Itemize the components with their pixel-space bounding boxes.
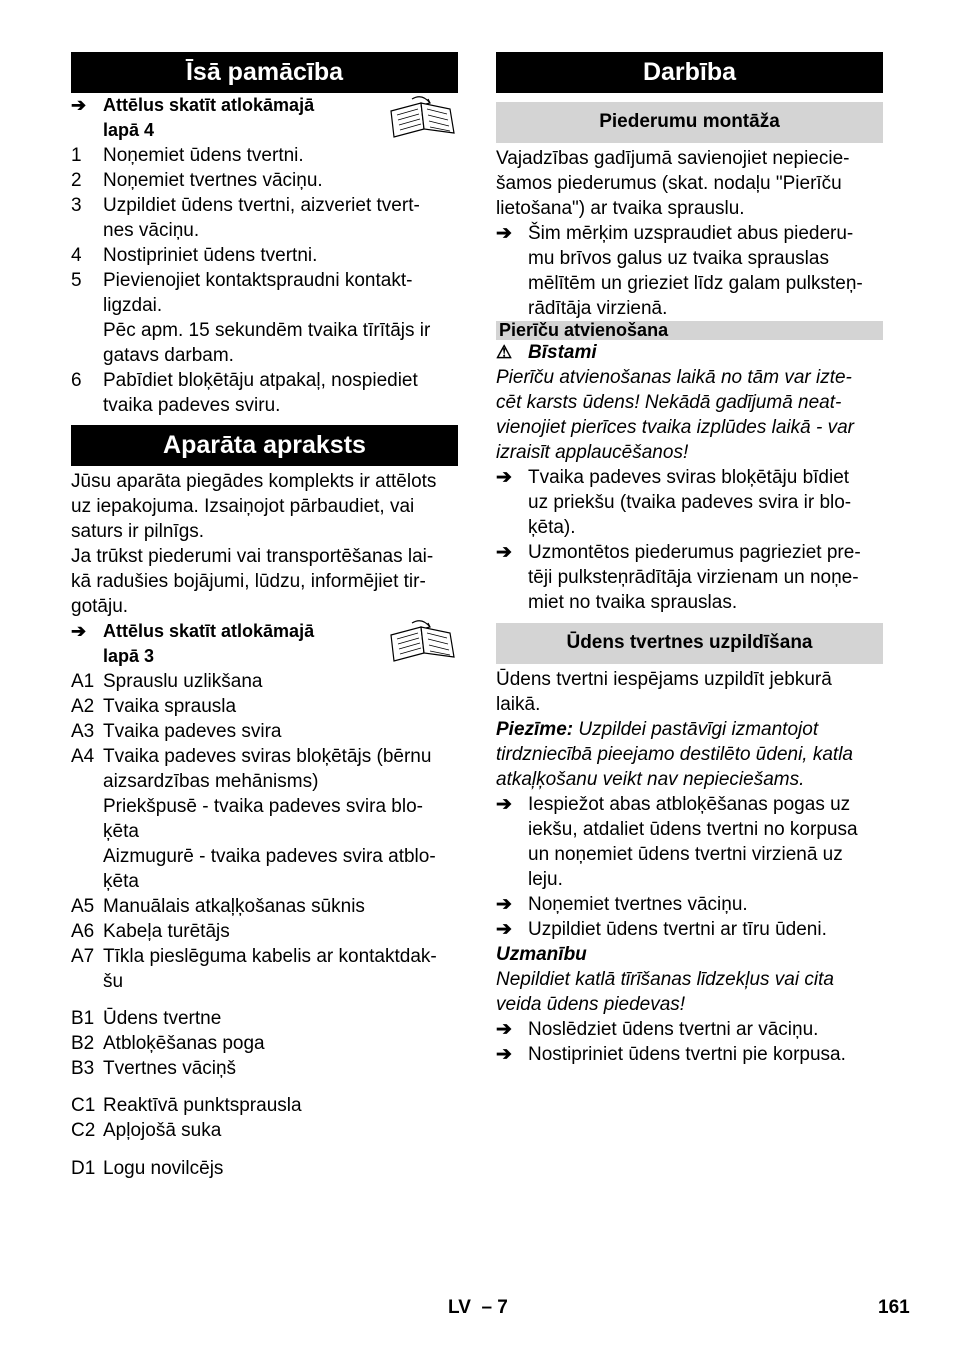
text-line: cēt karsts ūdens! Nekādā gadījumā neat-	[496, 392, 842, 413]
part-item: Priekšpusē - tvaika padeves svira blo-	[103, 796, 423, 817]
bullet-line: mēlītēm un grieziet līdz galam pulksteņ-	[528, 273, 863, 294]
fold-out-page-icon	[388, 95, 458, 139]
fold-out-page-icon	[388, 619, 458, 663]
arrow-icon: ➔	[496, 794, 512, 815]
bullet-line: leju.	[528, 869, 563, 890]
part-item: A5 Manuālais atkaļķošanas sūknis	[71, 896, 365, 917]
part-item: ķēta	[103, 821, 139, 842]
danger-text	[496, 365, 883, 465]
section-heading-device-description: Aparāta apraksts	[71, 425, 458, 466]
arrow-icon: ➔	[496, 1019, 512, 1040]
bullet-line: miet no tvaika sprauslas.	[528, 592, 738, 613]
step-item: nes vāciņu.	[103, 220, 200, 241]
text-line: lietošana") ar tvaika sprauslu.	[496, 198, 745, 219]
part-item: aizsardzības mehānisms)	[103, 771, 319, 792]
step-item: Pēc apm. 15 sekundēm tvaika tīrītājs ir	[103, 320, 431, 341]
part-item: B2 Atbloķēšanas poga	[71, 1033, 265, 1054]
arrow-icon: ➔	[71, 621, 87, 641]
arrow-icon: ➔	[496, 542, 512, 563]
part-item: A1 Sprauslu uzlikšana	[71, 671, 263, 692]
part-item: B3 Tvertnes vāciņš	[71, 1058, 237, 1079]
part-item: B1 Ūdens tvertne	[71, 1008, 222, 1029]
caution-label: Uzmanību	[496, 944, 587, 965]
section-heading-quick-guide: Īsā pamācība	[71, 52, 458, 93]
step-item: 4 Nostipriniet ūdens tvertni.	[71, 245, 318, 266]
bullet-lock	[496, 465, 883, 540]
text-line: Pierīču atvienošanas laikā no tām var izte-	[496, 367, 852, 388]
bullet-line: ➔ Tvaika padeves sviras bloķētāju bīdiet	[496, 467, 850, 488]
text-line: Ja trūkst piederumi vai transportēšanas lai-	[71, 546, 434, 567]
arrow-icon: ➔	[496, 894, 512, 915]
parts-list-c	[71, 1093, 458, 1143]
step-item: 3 Uzpildiet ūdens tvertni, aizveriet tvert-	[71, 195, 420, 216]
step-item: 1 Noņemiet ūdens tvertni.	[71, 145, 304, 166]
arrow-icon: ➔	[71, 95, 87, 115]
step-item: 5 Pievienojiet kontaktspraudni kontakt-	[71, 270, 413, 291]
bullet-remove-cap: ➔ Noņemiet tvertnes vāciņu.	[496, 894, 748, 915]
bullet-remove	[496, 540, 883, 615]
bullet-attach-tank: ➔ Nostipriniet ūdens tvertni pie korpusa.	[496, 1044, 846, 1065]
text-line: Nepildiet katlā tīrīšanas līdzekļus vai cita	[496, 969, 834, 990]
footer-language-page: LV – 7	[448, 1297, 508, 1318]
text-line: saturs ir pilnīgs.	[71, 521, 205, 542]
arrow-icon: ➔	[496, 223, 512, 244]
bullet-line: un noņemiet ūdens tvertni virzienā uz	[528, 844, 843, 865]
part-item: C2 Apļojošā suka	[71, 1120, 222, 1141]
arrow-icon: ➔	[496, 919, 512, 940]
step-item: ligzdai.	[103, 295, 163, 316]
text-line: gotāju.	[71, 596, 129, 617]
bullet-line: ķēta).	[528, 517, 576, 538]
bullet-line: tēji pulksteņrādītāja virzienam un noņe-	[528, 567, 859, 588]
part-item: Aizmugurē - tvaika padeves svira atblo-	[103, 846, 436, 867]
part-item: A7 Tīkla pieslēguma kabelis ar kontaktdak-	[71, 946, 437, 967]
danger-label: ⚠ Bīstami	[496, 342, 597, 363]
right-column	[496, 52, 883, 1067]
text-line: vienojiet pierīces tvaika izplūdes laikā - var	[496, 417, 854, 438]
quick-guide-steps	[71, 143, 458, 418]
delivery-paragraph	[71, 469, 458, 544]
note-line: Piezīme: Uzpildei pastāvīgi izmantojot	[496, 719, 819, 740]
accessory-paragraph	[496, 146, 883, 221]
part-item: ķēta	[103, 871, 139, 892]
bullet-line: rādītāja virzienā.	[528, 298, 668, 319]
step-item: gatavs darbam.	[103, 345, 234, 366]
bullet-fill-water: ➔ Uzpildiet ūdens tvertni ar tīru ūdeni.	[496, 919, 827, 940]
bullet-close-cap: ➔ Noslēdziet ūdens tvertni ar vāciņu.	[496, 1019, 819, 1040]
arrow-icon: ➔	[496, 467, 512, 488]
subheading-water-tank-filling: Ūdens tvertnes uzpildīšana	[496, 623, 883, 664]
subheading-accessory-removal: Pierīču atvienošana	[496, 321, 883, 340]
step-item: 6 Pabīdiet bloķētāju atpakaļ, nospiediet	[71, 370, 418, 391]
step-item: 2 Noņemiet tvertnes vāciņu.	[71, 170, 323, 191]
parts-list-d	[71, 1156, 458, 1181]
text-line: tirdzniecībā pieejamo destilēto ūdeni, katla	[496, 744, 853, 765]
text-line: Vajadzības gadījumā savienojiet nepiecie-	[496, 148, 850, 169]
part-item: šu	[103, 971, 124, 992]
part-item: A4 Tvaika padeves sviras bloķētājs (bērnu	[71, 746, 432, 767]
warning-icon: ⚠	[496, 342, 513, 362]
text-line: šamos piederumus (skat. nodaļu "Pierīču	[496, 173, 842, 194]
left-column	[71, 52, 458, 1181]
subheading-accessory-mounting: Piederumu montāža	[496, 102, 883, 143]
arrow-icon: ➔	[496, 1044, 512, 1065]
step-item: tvaika padeves sviru.	[103, 395, 281, 416]
text-line: laikā.	[496, 694, 541, 715]
page-number: 161	[878, 1297, 910, 1318]
part-item: A3 Tvaika padeves svira	[71, 721, 282, 742]
text-line: Ūdens tvertni iespējams uzpildīt jebkurā	[496, 669, 832, 690]
fill-paragraph	[496, 667, 883, 717]
text-line: veida ūdens piedevas!	[496, 994, 686, 1015]
part-item: A6 Kabeļa turētājs	[71, 921, 230, 942]
damage-paragraph	[71, 544, 458, 619]
text-line: Jūsu aparāta piegādes komplekts ir attēlots	[71, 471, 437, 492]
bullet-line: ➔ Iespiežot abas atbloķēšanas pogas uz	[496, 794, 851, 815]
text-line: uz iepakojuma. Izsaiņojot pārbaudiet, vai	[71, 496, 415, 517]
caution-text	[496, 967, 883, 1017]
bullet-line: mu brīvos galus uz tvaika sprauslas	[528, 248, 829, 269]
bullet-detach-tank	[496, 792, 883, 892]
bullet-line: ➔ Uzmontētos piederumus pagrieziet pre-	[496, 542, 861, 563]
parts-list-a	[71, 669, 458, 994]
part-item: C1 Reaktīvā punktsprausla	[71, 1095, 302, 1116]
note-text	[496, 742, 883, 792]
bullet-line: ➔ Šim mērķim uzspraudiet abus piederu-	[496, 223, 854, 244]
bullet-attach	[496, 221, 883, 321]
bullet-line: iekšu, atdaliet ūdens tvertni no korpusa	[528, 819, 858, 840]
see-figures-note-2: ➔ Attēlus skatīt atlokāmajā lapā 3	[71, 619, 458, 669]
text-line: izraisīt applaucēšanos!	[496, 442, 689, 463]
parts-list-b	[71, 1006, 458, 1081]
section-heading-operation: Darbība	[496, 52, 883, 93]
text-line: kā radušies bojājumi, lūdzu, informējiet tir-	[71, 571, 426, 592]
bullet-line: uz priekšu (tvaika padeves svira ir blo-	[528, 492, 852, 513]
text-line: atkaļķošanu veikt nav nepieciešams.	[496, 769, 805, 790]
see-figures-note-1: ➔ Attēlus skatīt atlokāmajā lapā 4	[71, 93, 458, 143]
part-item: D1 Logu novilcējs	[71, 1158, 224, 1179]
part-item: A2 Tvaika sprausla	[71, 696, 237, 717]
